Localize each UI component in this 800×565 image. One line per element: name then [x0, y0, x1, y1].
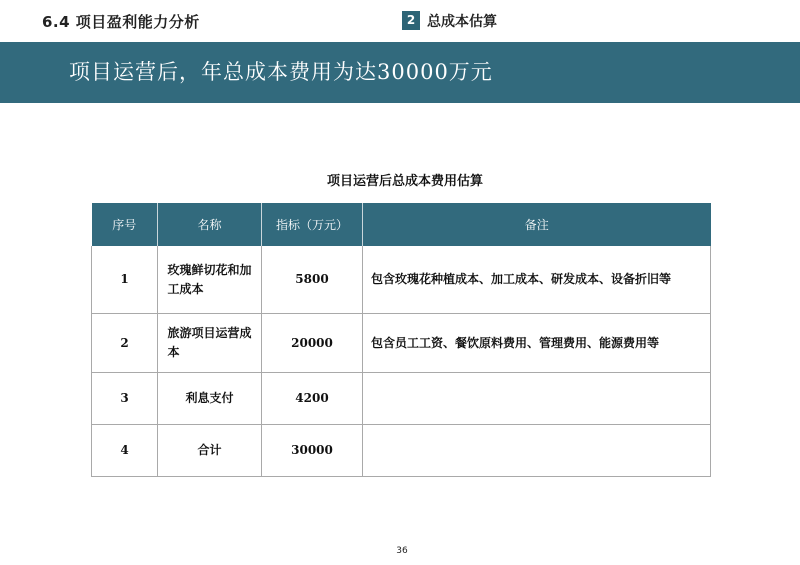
cell-note: 包含员工工资、餐饮原料费用、管理费用、能源费用等 [363, 314, 711, 373]
cell-name-text: 玫瑰鲜切花和加工成本 [167, 262, 252, 296]
cell-name [158, 246, 262, 314]
cell-value: 4200 [262, 373, 363, 425]
cell-value: 5800 [262, 246, 363, 314]
column-header-no: 序号 [92, 203, 158, 246]
column-header-note: 备注 [363, 203, 711, 246]
cell-name-text: 旅游项目运营成本 [167, 326, 252, 359]
headline-text: 项目运营后，年总成本费用为达30000万元 [69, 60, 493, 84]
table-row [92, 425, 711, 477]
section-title: 6.4 项目盈利能力分析 [42, 13, 200, 31]
table-title: 项目运营后总成本费用估算 [326, 174, 483, 189]
cell-note: 包含玫瑰花种植成本、加工成本、研发成本、设备折旧等 [363, 246, 711, 314]
cell-no: 2 [92, 314, 158, 373]
cell-value: 20000 [262, 314, 363, 373]
cell-name [158, 314, 262, 373]
cell-note [363, 425, 711, 477]
cell-no: 3 [92, 373, 158, 425]
table-row [92, 246, 711, 314]
cell-name: 合计 [158, 425, 262, 477]
subsection-number-badge: 2 [402, 11, 420, 30]
cell-no: 4 [92, 425, 158, 477]
cost-table [91, 203, 711, 477]
page-number: 36 [396, 546, 408, 556]
subsection-title: 总成本估算 [427, 14, 497, 30]
table-header-row [92, 203, 711, 246]
column-header-name: 名称 [158, 203, 262, 246]
cell-value: 30000 [262, 425, 363, 477]
cell-no: 1 [92, 246, 158, 314]
column-header-value: 指标（万元） [262, 203, 363, 246]
cell-note [363, 373, 711, 425]
cell-name: 利息支付 [158, 373, 262, 425]
table-row [92, 373, 711, 425]
table-row [92, 314, 711, 373]
headline-banner [0, 42, 800, 103]
